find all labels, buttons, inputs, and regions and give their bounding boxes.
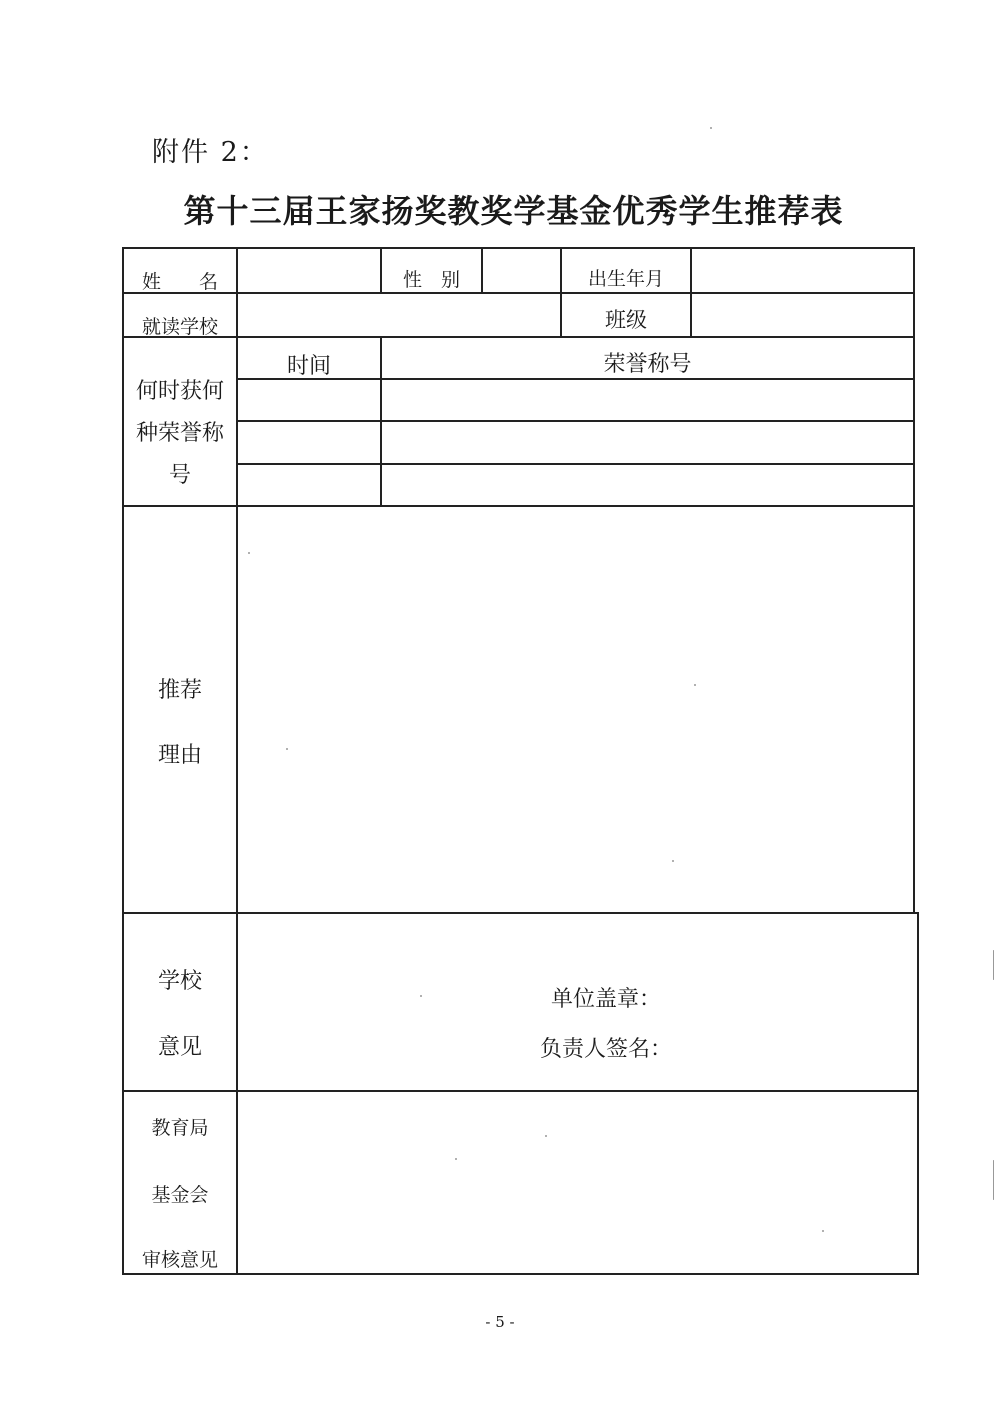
reason-label-line-2: 理由 [157, 743, 202, 768]
form-title: 第十三届王家扬奖教奖学基金优秀学生推荐表 [183, 192, 844, 230]
reason-label-line-1: 推荐 [157, 678, 202, 703]
school-opinion-textarea[interactable] [238, 914, 916, 974]
gender-input[interactable] [483, 249, 559, 291]
honors-label-line-3: 号 [168, 463, 191, 488]
name-input[interactable] [238, 249, 379, 291]
unit-seal-label: 单位盖章： [551, 987, 662, 1012]
school-opinion-label-line-1: 学校 [157, 969, 202, 994]
honors-title-header: 荣誉称号 [603, 352, 692, 377]
bureau-review-label-line-3: 审核意见 [141, 1249, 218, 1271]
honor-title-input-1[interactable] [382, 380, 912, 419]
responsible-signature-label: 负责人签名： [540, 1037, 673, 1062]
honor-time-input-1[interactable] [238, 380, 379, 419]
honor-time-input-3[interactable] [238, 465, 379, 504]
honors-label-line-1: 何时获何 [135, 379, 224, 404]
gender-label: 性 别 [402, 269, 460, 291]
reason-textarea[interactable] [238, 507, 912, 911]
birth-date-input[interactable] [692, 249, 912, 291]
school-input[interactable] [238, 294, 559, 335]
class-label: 班级 [605, 308, 647, 332]
honor-time-input-2[interactable] [238, 422, 379, 462]
school-opinion-label-line-2: 意见 [157, 1035, 202, 1060]
page-number: - 5 - [485, 1313, 515, 1331]
bureau-review-label-line-2: 基金会 [151, 1184, 209, 1206]
honor-title-input-3[interactable] [382, 465, 912, 504]
birth-date-label: 出生年月 [587, 268, 664, 290]
honor-title-input-2[interactable] [382, 422, 912, 462]
school-label: 就读学校 [141, 316, 218, 338]
bureau-review-textarea[interactable] [238, 1092, 916, 1272]
honors-time-header: 时间 [286, 354, 331, 379]
attachment-label: 附件 2： [152, 137, 269, 168]
name-label: 姓 名 [141, 271, 218, 293]
bureau-review-label-line-1: 教育局 [151, 1117, 209, 1139]
class-input[interactable] [692, 294, 912, 335]
honors-label-line-2: 种荣誉称 [135, 421, 224, 446]
